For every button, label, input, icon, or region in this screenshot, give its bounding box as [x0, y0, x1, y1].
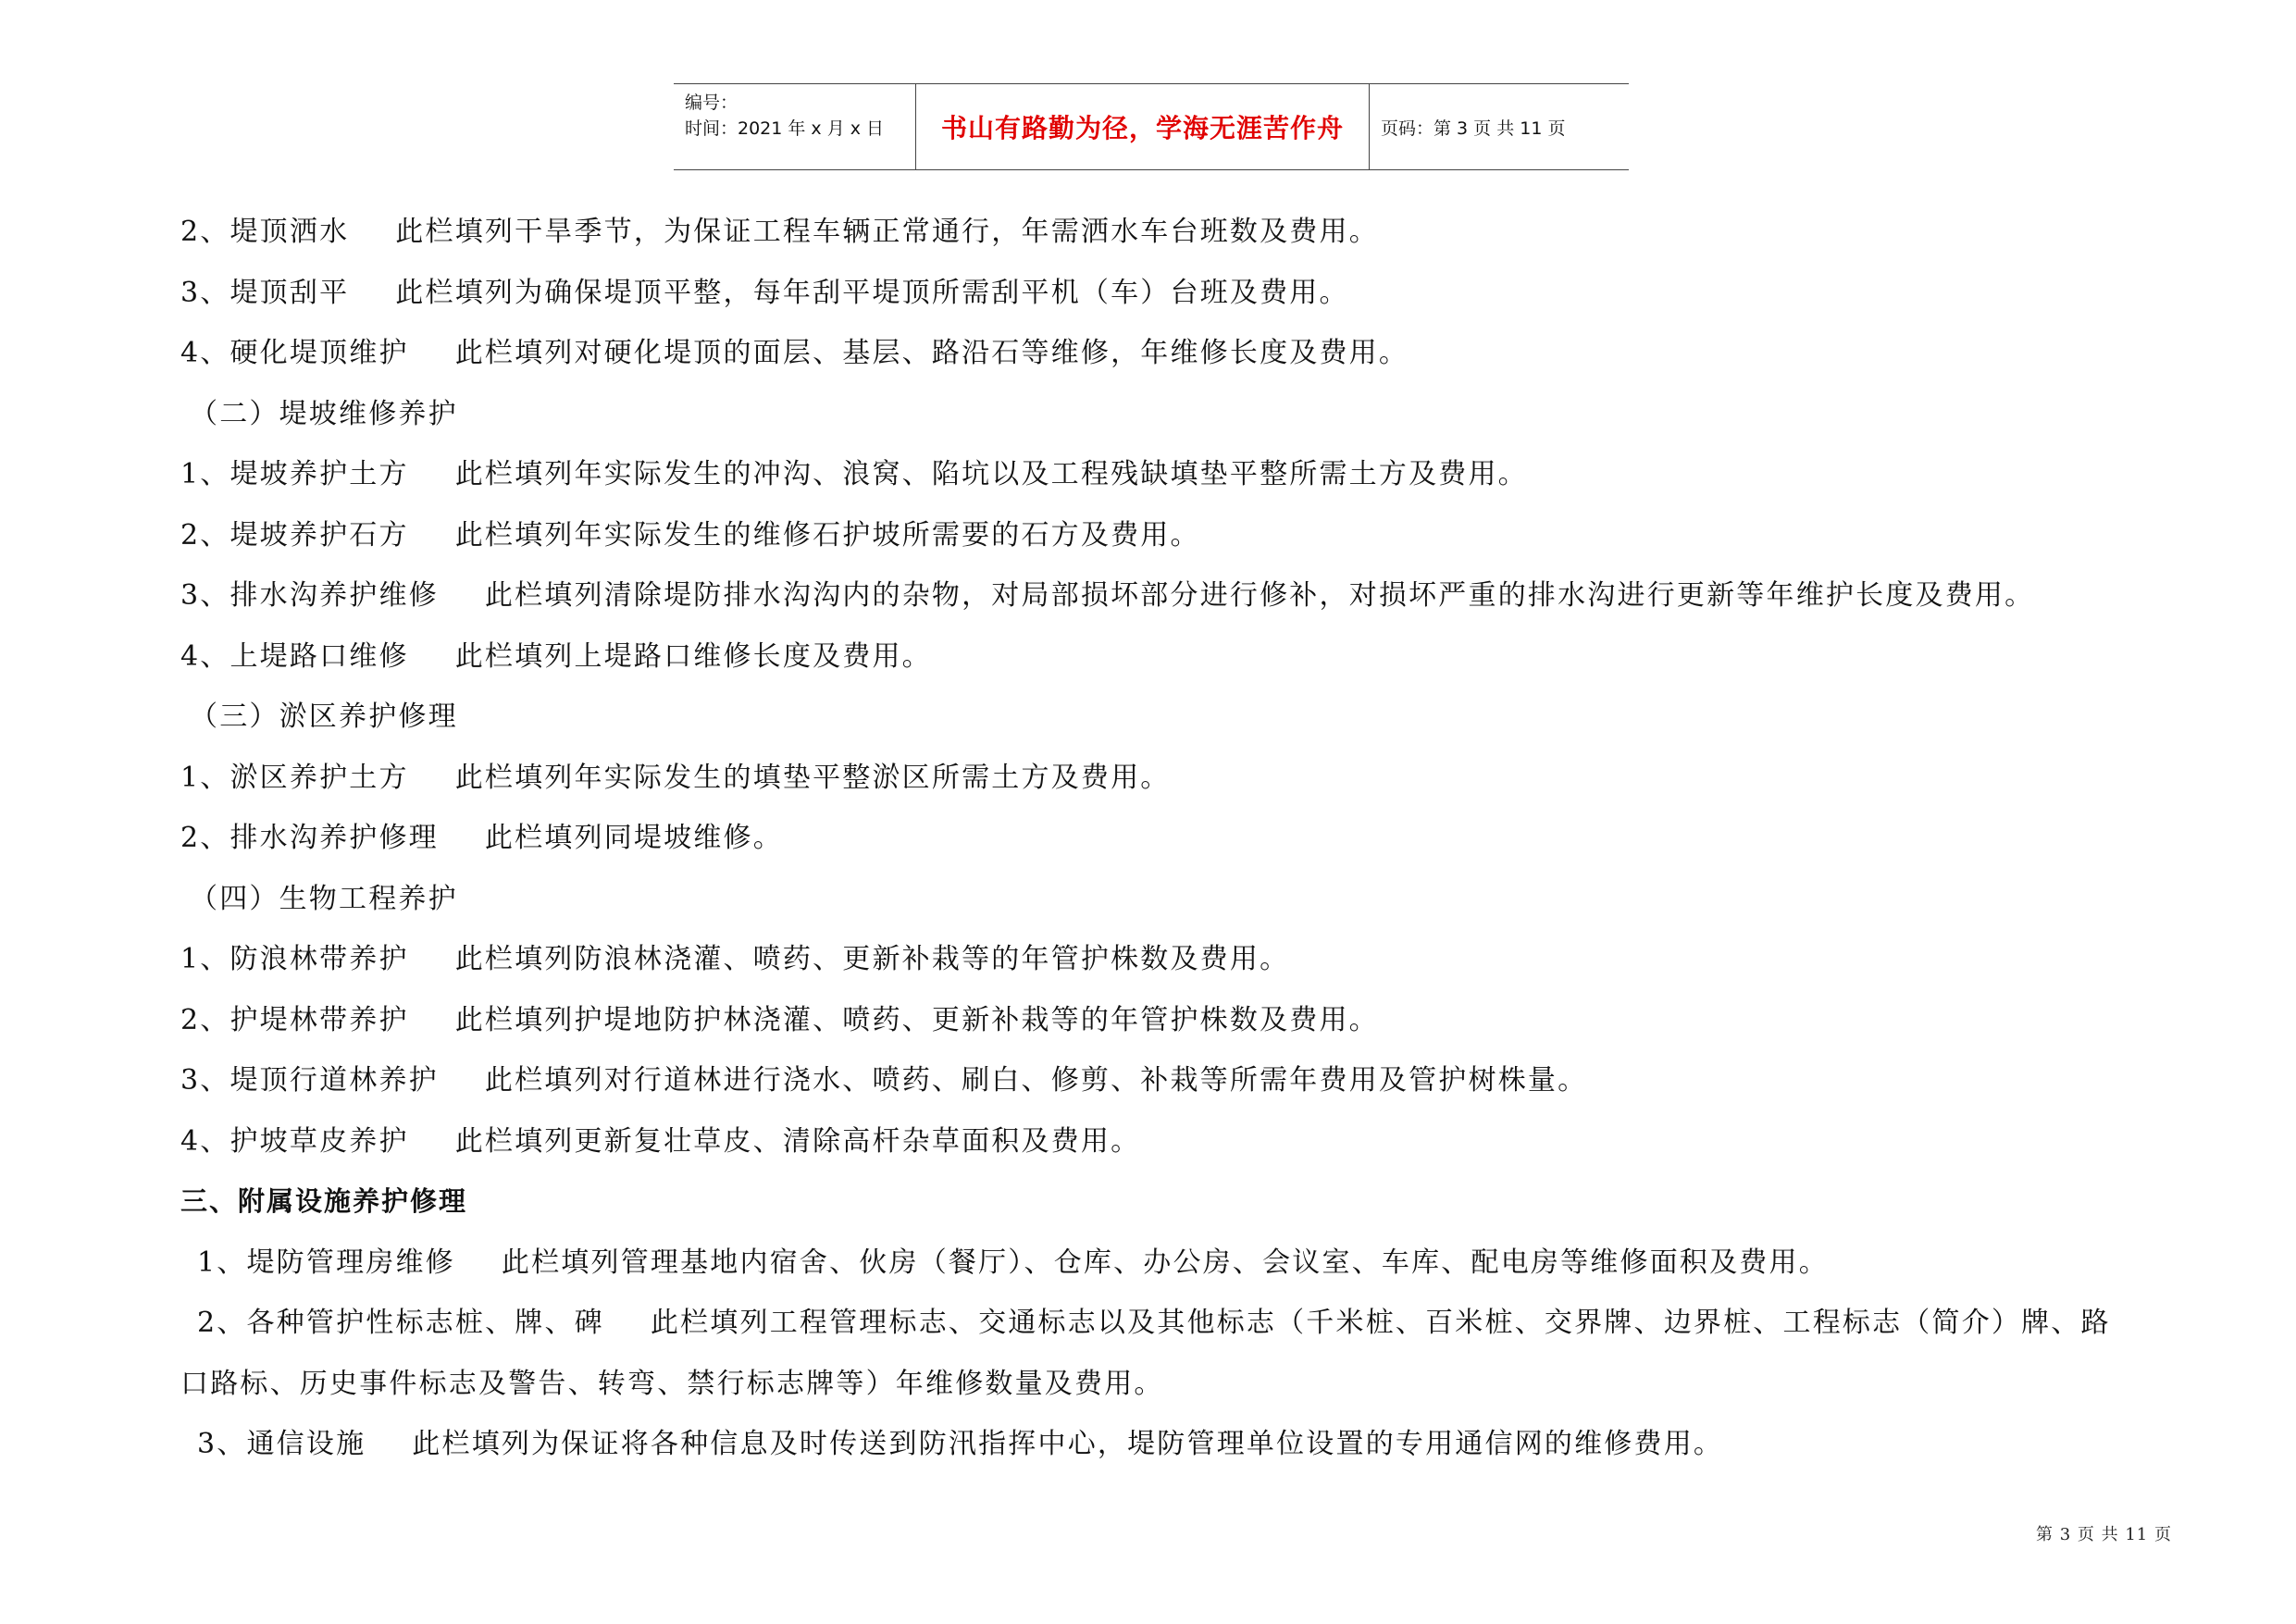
item-label: 3、排水沟养护维修: [180, 579, 439, 612]
item-text: 此栏填列工程管理标志、交通标志以及其他标志（千米桩、百米桩、交界牌、边界桩、工程标志（简介）牌、路: [650, 1307, 2111, 1339]
item-label: 1、堤坡养护土方: [180, 458, 409, 490]
item-label: 2、护堤林带养护: [180, 1003, 409, 1036]
item-text-continued: 口路标、历史事件标志及警告、转弯、禁行标志牌等）年维修数量及费用。: [180, 1367, 1164, 1400]
item-label: 4、护坡草皮养护: [180, 1124, 409, 1158]
list-item: [180, 1293, 2189, 1414]
document-body: [180, 202, 2189, 1475]
list-item: [180, 1111, 2189, 1172]
item-label: 3、通信设施: [197, 1428, 366, 1460]
item-label: 1、堤防管理房维修: [197, 1246, 455, 1279]
list-item: [180, 565, 2189, 626]
list-item: [180, 202, 2189, 263]
item-text: 此栏填列干旱季节，为保证工程车辆正常通行，年需洒水车台班数及费用。: [395, 216, 1379, 248]
list-item: [180, 990, 2189, 1051]
item-label: 2、堤顶洒水: [180, 216, 350, 248]
item-label: 2、各种管护性标志桩、牌、碑: [197, 1307, 604, 1339]
item-text: 此栏填列为确保堤顶平整，每年刮平堤顶所需刮平机（车）台班及费用。: [395, 276, 1349, 309]
item-text: 此栏填列为保证将各种信息及时传送到防汛指挥中心，堤防管理单位设置的专用通信网的维修费用。: [412, 1428, 1724, 1460]
header-meta: [674, 84, 916, 169]
item-text: 此栏填列更新复壮草皮、清除高杆杂草面积及费用。: [454, 1124, 1141, 1158]
item-text: 此栏填列同堤坡维修。: [484, 822, 783, 854]
item-text: 此栏填列管理基地内宿舍、伙房（餐厅）、仓库、办公房、会议室、车库、配电房等维修面积及费用。: [501, 1246, 1829, 1279]
item-label: 4、上堤路口维修: [180, 639, 409, 673]
time-label: 时间：2021 年 x 月 x 日: [685, 118, 885, 139]
list-item: [180, 505, 2189, 566]
item-text: 此栏填列清除堤防排水沟沟内的杂物，对局部损坏部分进行修补，对损坏严重的排水沟进行更新等年维护长度及费用。: [484, 579, 2035, 612]
item-text: 此栏填列年实际发生的填垫平整淤区所需土方及费用。: [454, 761, 1171, 794]
item-text: 此栏填列上堤路口维修长度及费用。: [454, 639, 932, 673]
item-text: 此栏填列护堤地防护林浇灌、喷药、更新补栽等的年管护株数及费用。: [454, 1003, 1379, 1036]
list-item: [180, 748, 2189, 809]
item-label: 3、堤顶刮平: [180, 276, 350, 309]
item-label: 3、堤顶行道林养护: [180, 1064, 439, 1097]
item-label: 2、堤坡养护石方: [180, 518, 409, 552]
item-text: 此栏填列对硬化堤顶的面层、基层、路沿石等维修，年维修长度及费用。: [454, 337, 1409, 369]
list-item: [180, 929, 2189, 990]
header-page-label: 页码：第 3 页 共 11 页: [1381, 118, 1566, 139]
item-text: 此栏填列防浪林浇灌、喷药、更新补栽等的年管护株数及费用。: [454, 943, 1290, 975]
header-motto: 书山有路勤为径，学海无涯苦作舟: [916, 84, 1370, 169]
list-item: [180, 444, 2189, 505]
list-item: [180, 1414, 2189, 1475]
item-text: 此栏填列对行道林进行浇水、喷药、刷白、修剪、补栽等所需年费用及管护树株量。: [484, 1064, 1588, 1097]
subsection-heading: （四）生物工程养护: [190, 882, 458, 915]
item-label: 2、排水沟养护修理: [180, 822, 439, 854]
item-text: 此栏填列年实际发生的冲沟、浪窝、陷坑以及工程残缺填垫平整所需土方及费用。: [454, 458, 1528, 490]
list-item: [180, 1233, 2189, 1294]
item-text: 此栏填列年实际发生的维修石护坡所需要的石方及费用。: [454, 518, 1200, 552]
list-item: [180, 323, 2189, 384]
subsection-heading: （三）淤区养护修理: [190, 700, 458, 733]
item-label: 1、防浪林带养护: [180, 943, 409, 975]
page-footer: 第 3 页 共 11 页: [2036, 1525, 2172, 1544]
list-item: [180, 808, 2189, 869]
document-header: [674, 83, 1629, 170]
list-item: [180, 626, 2189, 688]
list-item: [180, 1050, 2189, 1111]
number-label: 编号：: [685, 93, 738, 113]
item-label: 1、淤区养护土方: [180, 761, 409, 794]
item-label: 4、硬化堤顶维护: [180, 337, 409, 369]
section-title: 三、附属设施养护修理: [180, 1185, 468, 1217]
subsection-heading: （二）堤坡维修养护: [190, 397, 458, 430]
list-item: [180, 263, 2189, 324]
